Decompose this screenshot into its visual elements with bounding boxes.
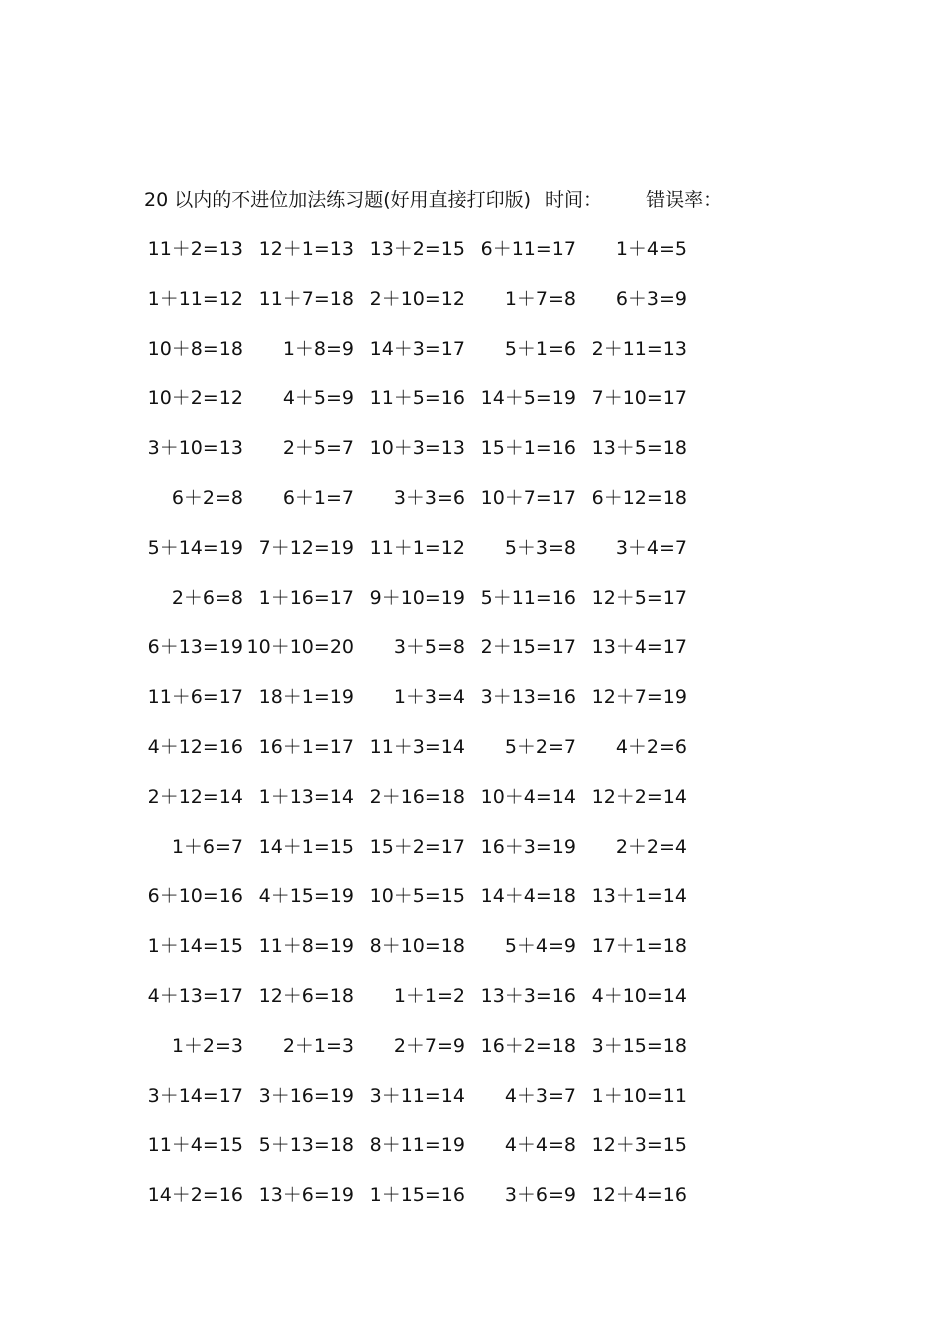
addition-problem: 7＋12=19 [258, 536, 354, 559]
addition-problem: 11＋8=19 [258, 935, 354, 958]
addition-problem: 3＋5=8 [393, 636, 465, 659]
addition-problem: 16＋1=17 [258, 735, 354, 758]
addition-problem: 10＋7=17 [480, 486, 576, 509]
addition-problem: 12＋3=15 [591, 1134, 687, 1157]
addition-problem: 2＋15=17 [480, 636, 576, 659]
problem-row [0, 534, 950, 584]
problem-row [0, 683, 950, 733]
addition-problem: 13＋3=16 [480, 984, 576, 1007]
addition-problem: 10＋2=12 [147, 387, 243, 410]
addition-problem: 12＋1=13 [258, 238, 354, 260]
problem-row [0, 733, 950, 783]
addition-problem: 4＋2=6 [615, 735, 687, 758]
addition-problem: 7＋10=17 [591, 387, 687, 410]
addition-problem: 2＋5=7 [282, 437, 354, 460]
addition-problem: 3＋13=16 [480, 686, 576, 709]
addition-problem: 12＋6=18 [258, 984, 354, 1007]
addition-problem: 5＋2=7 [504, 735, 576, 758]
addition-problem: 6＋12=18 [591, 486, 687, 509]
addition-problem: 1＋4=5 [615, 238, 687, 260]
addition-problem: 14＋2=16 [147, 1184, 243, 1207]
addition-problem: 4＋12=16 [147, 735, 243, 758]
addition-problem: 2＋1=3 [282, 1034, 354, 1057]
addition-problem: 10＋5=15 [369, 885, 465, 908]
addition-problem: 4＋5=9 [282, 387, 354, 410]
addition-problem: 1＋15=16 [369, 1184, 465, 1207]
addition-problem: 5＋3=8 [504, 536, 576, 559]
addition-problem: 1＋2=3 [171, 1034, 243, 1057]
addition-problem: 2＋16=18 [369, 785, 465, 808]
addition-problem: 15＋2=17 [369, 835, 465, 858]
addition-problem: 4＋3=7 [504, 1084, 576, 1107]
problem-row [0, 882, 950, 932]
addition-problem: 1＋8=9 [282, 337, 354, 360]
addition-problem: 3＋11=14 [369, 1084, 465, 1107]
addition-problem: 3＋4=7 [615, 536, 687, 559]
addition-problem: 6＋2=8 [171, 486, 243, 509]
problem-row [0, 633, 950, 683]
addition-problem: 3＋15=18 [591, 1034, 687, 1057]
addition-problem: 2＋11=13 [591, 337, 687, 360]
addition-problem: 13＋2=15 [369, 238, 465, 260]
addition-problem: 3＋10=13 [147, 437, 243, 460]
addition-problem: 12＋7=19 [591, 686, 687, 709]
problem-row [0, 982, 950, 1032]
addition-problem: 10＋8=18 [147, 337, 243, 360]
addition-problem: 2＋10=12 [369, 287, 465, 310]
addition-problem: 5＋11=16 [480, 586, 576, 609]
addition-problem: 4＋13=17 [147, 984, 243, 1007]
addition-problem: 1＋14=15 [147, 935, 243, 958]
addition-problem: 12＋5=17 [591, 586, 687, 609]
addition-problem: 11＋1=12 [369, 536, 465, 559]
problem-row [0, 1131, 950, 1181]
addition-problem: 2＋7=9 [393, 1034, 465, 1057]
addition-problem: 15＋1=16 [480, 437, 576, 460]
addition-problem: 9＋10=19 [369, 586, 465, 609]
addition-problem: 6＋1=7 [282, 486, 354, 509]
addition-problem: 2＋2=4 [615, 835, 687, 858]
addition-problem: 1＋11=12 [147, 287, 243, 310]
addition-problem: 4＋15=19 [258, 885, 354, 908]
addition-problem: 4＋10=14 [591, 984, 687, 1007]
addition-problem: 16＋2=18 [480, 1034, 576, 1057]
addition-problem: 14＋3=17 [369, 337, 465, 360]
addition-problem: 1＋13=14 [258, 785, 354, 808]
addition-problem: 4＋4=8 [504, 1134, 576, 1157]
problem-row [0, 932, 950, 982]
addition-problem: 13＋5=18 [591, 437, 687, 460]
addition-problem: 16＋3=19 [480, 835, 576, 858]
problem-row [0, 783, 950, 833]
addition-problem: 1＋1=2 [393, 984, 465, 1007]
addition-problem: 13＋4=17 [591, 636, 687, 659]
addition-problem: 14＋5=19 [480, 387, 576, 410]
worksheet-title: 20 以内的不进位加法练习题(好用直接打印版) [144, 189, 532, 211]
problem-row [0, 584, 950, 634]
addition-problem: 5＋1=6 [504, 337, 576, 360]
time-label: 时间： [545, 189, 603, 211]
addition-problem: 3＋14=17 [147, 1084, 243, 1107]
addition-problem: 10＋10=20 [246, 636, 354, 659]
addition-problem: 1＋6=7 [171, 835, 243, 858]
addition-problem: 6＋10=16 [147, 885, 243, 908]
addition-problem: 11＋5=16 [369, 387, 465, 410]
addition-problem: 13＋6=19 [258, 1184, 354, 1207]
addition-problem: 8＋11=19 [369, 1134, 465, 1157]
problem-row [0, 434, 950, 484]
problem-grid [0, 235, 950, 1231]
addition-problem: 2＋12=14 [147, 785, 243, 808]
addition-problem: 11＋6=17 [147, 686, 243, 709]
addition-problem: 10＋3=13 [369, 437, 465, 460]
addition-problem: 1＋3=4 [393, 686, 465, 709]
addition-problem: 1＋7=8 [504, 287, 576, 310]
addition-problem: 1＋10=11 [591, 1084, 687, 1107]
problem-row [0, 484, 950, 534]
addition-problem: 2＋6=8 [171, 586, 243, 609]
problem-row [0, 833, 950, 883]
addition-problem: 11＋2=13 [147, 238, 243, 260]
addition-problem: 6＋11=17 [480, 238, 576, 260]
addition-problem: 6＋3=9 [615, 287, 687, 310]
addition-problem: 12＋2=14 [591, 785, 687, 808]
addition-problem: 17＋1=18 [591, 935, 687, 958]
addition-problem: 6＋13=19 [147, 636, 243, 659]
addition-problem: 3＋6=9 [504, 1184, 576, 1207]
problem-row [0, 384, 950, 434]
addition-problem: 11＋4=15 [147, 1134, 243, 1157]
addition-problem: 18＋1=19 [258, 686, 354, 709]
addition-problem: 14＋1=15 [258, 835, 354, 858]
error-rate-label: 错误率： [646, 189, 723, 211]
problem-row [0, 335, 950, 385]
addition-problem: 10＋4=14 [480, 785, 576, 808]
problem-row [0, 1181, 950, 1231]
problem-row [0, 235, 950, 285]
addition-problem: 3＋3=6 [393, 486, 465, 509]
problem-row [0, 285, 950, 335]
addition-problem: 13＋1=14 [591, 885, 687, 908]
addition-problem: 5＋13=18 [258, 1134, 354, 1157]
worksheet-header [144, 186, 722, 214]
problem-row [0, 1032, 950, 1082]
addition-problem: 3＋16=19 [258, 1084, 354, 1107]
addition-problem: 11＋3=14 [369, 735, 465, 758]
addition-problem: 8＋10=18 [369, 935, 465, 958]
addition-problem: 11＋7=18 [258, 287, 354, 310]
addition-problem: 14＋4=18 [480, 885, 576, 908]
problem-row [0, 1082, 950, 1132]
addition-problem: 12＋4=16 [591, 1184, 687, 1207]
addition-problem: 1＋16=17 [258, 586, 354, 609]
addition-problem: 5＋4=9 [504, 935, 576, 958]
addition-problem: 5＋14=19 [147, 536, 243, 559]
